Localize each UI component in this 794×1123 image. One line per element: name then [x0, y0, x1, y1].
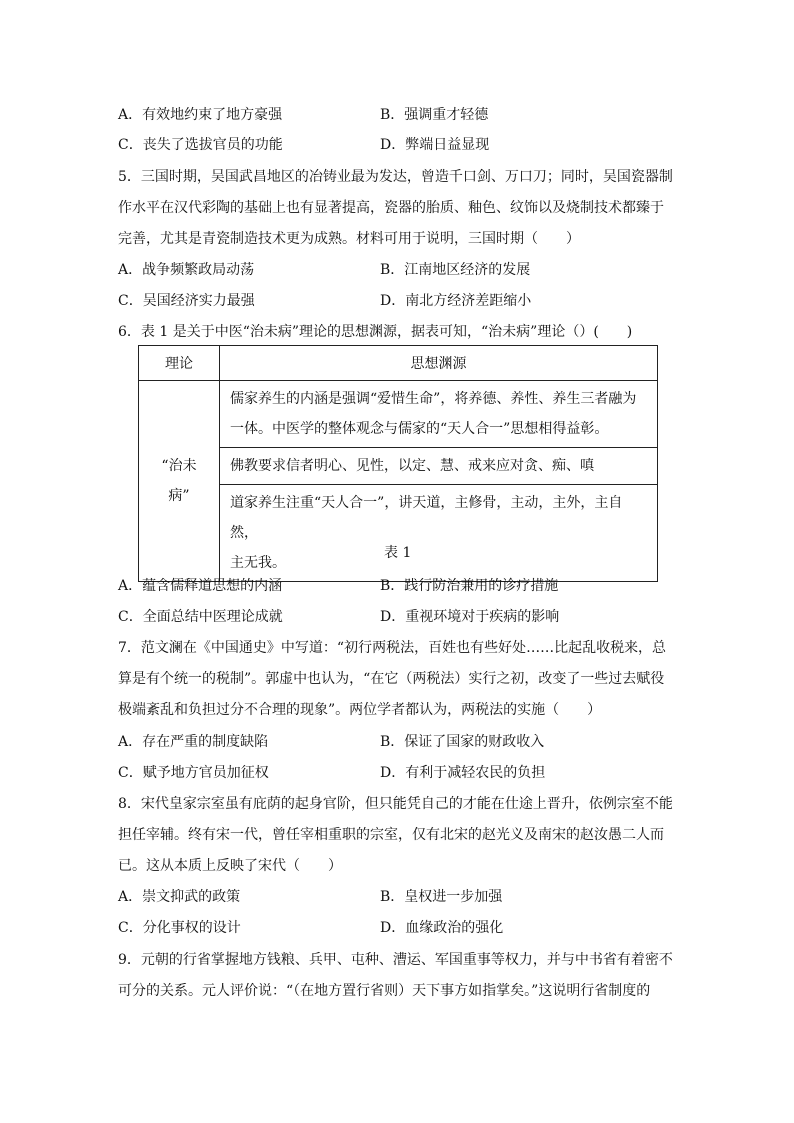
option-c[interactable]: C．分化事权的设计 — [118, 920, 241, 936]
question-5-line: 完善，尤其是青瓷制造技术更为成熟。材料可用于说明，三国时期（ ） — [118, 231, 580, 247]
theory-label-line: “治未 — [161, 458, 197, 474]
option-a[interactable]: A．存在严重的制度缺陷 — [118, 734, 269, 750]
question-6-line: 6．表 1 是关于中医“治未病”理论的思想渊源，据表可知，“治未病”理论（）( ) — [118, 324, 633, 340]
option-a[interactable]: A．战争频繁政局动荡 — [118, 262, 255, 278]
table-theory-cell — [139, 381, 220, 582]
table-cell-line: 佛教要求信者明心、见性，以定、慧、戒来应对贪、痴、嗔 — [230, 458, 594, 474]
table-row-taoist — [220, 485, 658, 582]
option-a[interactable]: A．崇文抑武的政策 — [118, 889, 241, 905]
table-cell-line: 主无我。 — [230, 555, 286, 571]
theory-label-line: 病” — [168, 488, 190, 504]
option-c[interactable]: C．赋予地方官员加征权 — [118, 765, 269, 781]
option-b[interactable]: B．强调重才轻德 — [380, 107, 489, 123]
table-row-confucian — [220, 381, 658, 448]
option-a[interactable]: A．有效地约束了地方豪强 — [118, 107, 283, 123]
option-c[interactable]: C．吴国经济实力最强 — [118, 293, 255, 309]
option-d[interactable]: D．有利于减轻农民的负担 — [380, 765, 546, 781]
question-7-line: 算是有个统一的税制”。郭虚中也认为，“在它（两税法）实行之初，改变了一些过去赋役 — [118, 671, 665, 687]
table-cell-line: 一体。中医学的整体观念与儒家的“天人合一”思想相得益彰。 — [230, 421, 609, 437]
question-9-line: 可分的关系。元人评价说：“（在地方置行省则）天下事方如指掌矣。”这说明行省制度的 — [118, 983, 651, 999]
option-b[interactable]: B．皇权进一步加强 — [380, 889, 503, 905]
option-d[interactable]: D．南北方经济差距缩小 — [380, 293, 532, 309]
question-9-line: 9．元朝的行省掌握地方钱粮、兵甲、屯种、漕运、军国重事等权力，并与中书省有着密不 — [118, 952, 673, 968]
table-row-buddhist — [220, 448, 658, 485]
option-a[interactable]: A．蕴含儒释道思想的内涵 — [118, 578, 283, 594]
table-caption: 表 1 — [384, 545, 412, 561]
table-header-theory: 理论 — [139, 346, 220, 381]
table-header-origin: 思想渊源 — [220, 346, 658, 381]
option-c[interactable]: C．全面总结中医理论成就 — [118, 609, 283, 625]
option-b[interactable]: B．践行防治兼用的诊疗措施 — [380, 578, 559, 594]
question-5-line: 作水平在汉代彩陶的基础上也有显著提高，瓷器的胎质、釉色、纹饰以及烧制技术都臻于 — [118, 200, 664, 216]
option-d[interactable]: D．重视环境对于疾病的影响 — [380, 609, 560, 625]
option-d[interactable]: D．血缘政治的强化 — [380, 920, 504, 936]
option-d[interactable]: D．弊端日益显现 — [380, 137, 490, 153]
question-5-line: 5．三国时期，吴国武昌地区的冶铸业最为发达，曾造千口剑、万口刀；同时，吴国瓷器制 — [118, 169, 673, 185]
question-8-line: 8．宋代皇家宗室虽有庇荫的起身官阶，但只能凭自己的才能在仕途上晋升，依例宗室不能 — [118, 796, 673, 812]
question-8-line: 担任宰辅。终有宋一代，曾任宰相重职的宗室，仅有北宋的赵光义及南宋的赵汝愚二人而 — [118, 827, 664, 843]
table-cell-line: 道家养生注重“天人合一”，讲天道，主修骨，主动，主外，主自然， — [230, 495, 623, 541]
option-b[interactable]: B．江南地区经济的发展 — [380, 262, 531, 278]
question-7-line: 极端紊乱和负担过分不合理的现象”。两位学者都认为，两税法的实施（ ） — [118, 702, 602, 718]
option-b[interactable]: B．保证了国家的财政收入 — [380, 734, 545, 750]
question-7-line: 7．范文澜在《中国通史》中写道：“初行两税法，百姓也有些好处……比起乱收税来，总 — [118, 640, 667, 656]
option-c[interactable]: C．丧失了选拔官员的功能 — [118, 137, 283, 153]
question-8-line: 已。这从本质上反映了宋代（ ） — [118, 858, 342, 874]
table-cell-line: 儒家养生的内涵是强调“爱惜生命”，将养德、养性、养生三者融为 — [230, 391, 637, 407]
